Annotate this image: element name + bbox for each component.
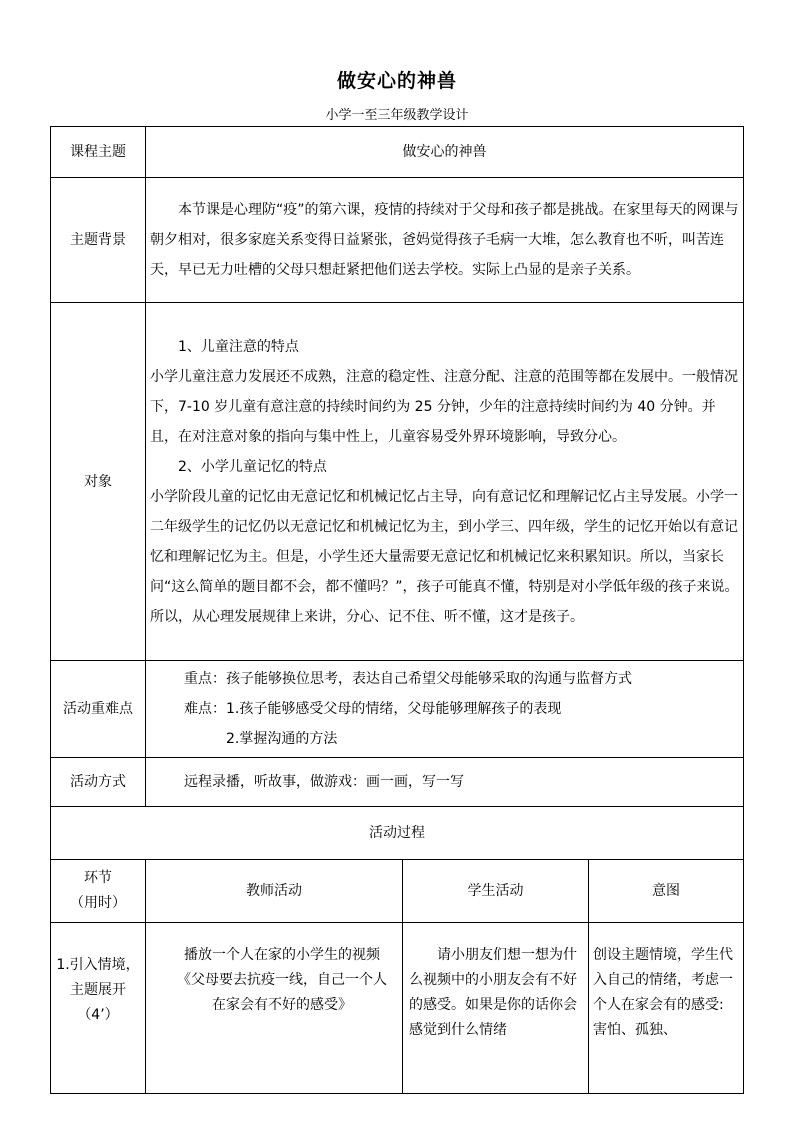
step1-intent	[589, 923, 744, 1094]
key-point-line-2: 难点：1.孩子能够感受父母的情绪，父母能够理解孩子的表现	[184, 701, 562, 717]
target-paragraph-1: 小学儿童注意力发展还不成熟，注意的稳定性、注意分配、注意的范围等都在发展中。一般情况下，7-10 岁儿童有意注意的持续时间约为 25 分钟，少年的注意持续时间约为 40 分钟。并且，在对注意对象的指向与集中性上，儿童容易受外界环境影响，导致分心。	[150, 368, 738, 445]
step1-line-3: （4’）	[77, 1007, 119, 1023]
value-background	[146, 178, 744, 303]
value-key-points	[146, 661, 744, 758]
header-step-line-1: 环节	[84, 870, 112, 886]
step1-intent-text: 创设主题情境，学生代入自己的情绪，考虑一个人在家会有的感受: 害怕、孤独、	[593, 947, 733, 1038]
step1-teacher-line-2: 《父母要去抗疫一线，自己一个人在家会有不好的感受》	[177, 972, 387, 1013]
row-key-points	[51, 661, 744, 758]
step1-step	[51, 923, 146, 1094]
row-process	[51, 807, 744, 860]
header-student: 学生活动	[403, 860, 589, 923]
row-target	[51, 303, 744, 661]
label-background: 主题背景	[51, 178, 146, 303]
step1-teacher	[146, 923, 403, 1094]
step1-line-1: 1.引入情境，	[56, 957, 140, 973]
target-heading-1: 1、儿童注意的特点	[178, 338, 299, 355]
row-process-header	[51, 860, 744, 923]
key-point-line-3: 2.掌握沟通的方法	[226, 731, 338, 747]
lesson-plan-table	[50, 126, 744, 1094]
step1-line-2: 主题展开	[70, 982, 126, 998]
header-step	[51, 860, 146, 923]
target-paragraph-3: 所以，从心理发展规律上来讲，分心、记不住、听不懂，这才是孩子。	[150, 608, 584, 625]
header-step-line-2: （用时）	[70, 895, 126, 911]
header-teacher: 教师活动	[146, 860, 403, 923]
value-topic: 做安心的神兽	[146, 127, 744, 178]
value-mode: 远程录播，听故事，做游戏：画一画，写一写	[146, 758, 744, 807]
row-mode	[51, 758, 744, 807]
label-topic: 课程主题	[51, 127, 146, 178]
background-text: 本节课是心理防“疫”的第六课，疫情的持续对于父母和孩子都是挑战。在家里每天的网课与朝夕相对，很多家庭关系变得日益紧张，爸妈觉得孩子毛病一大堆，怎么教育也不听，叫苦连天，早已无力吐槽的父母只想赶紧把他们送去学校。实际上凸显的是亲子关系。	[150, 202, 739, 278]
step1-teacher-line-1: 播放一个人在家的小学生的视频	[184, 947, 380, 963]
key-point-line-1: 重点：孩子能够换位思考，表达自己希望父母能够采取的沟通与监督方式	[184, 671, 632, 687]
label-process: 活动过程	[51, 807, 744, 860]
row-topic	[51, 127, 744, 178]
target-paragraph-2: 小学阶段儿童的记忆由无意记忆和机械记忆占主导，向有意记忆和理解记忆占主导发展。小学一二年级学生的记忆仍以无意记忆和机械记忆为主，到小学三、四年级，学生的记忆开始以有意记忆和理解记忆为主。但是，小学生还大量需要无意记忆和机械记忆来积累知识。所以，当家长问“这么简单的题目都不会，都不懂吗？”，孩子可能真不懂，特别是对小学低年级的孩子来说。	[150, 488, 739, 595]
header-intent: 意图	[589, 860, 744, 923]
value-target	[146, 303, 744, 661]
row-background	[51, 178, 744, 303]
step1-student-text: 请小朋友们想一想为什么视频中的小朋友会有不好的感受。如果是你的话你会感觉到什么情绪	[409, 947, 577, 1038]
label-key-points: 活动重难点	[51, 661, 146, 758]
label-mode: 活动方式	[51, 758, 146, 807]
row-step-1	[51, 923, 744, 1094]
step1-student	[403, 923, 589, 1094]
document-subtitle: 小学一至三年级教学设计	[325, 108, 469, 123]
document-title: 做安心的神兽	[336, 70, 457, 92]
label-target: 对象	[51, 303, 146, 661]
target-heading-2: 2、小学儿童记忆的特点	[178, 458, 327, 475]
